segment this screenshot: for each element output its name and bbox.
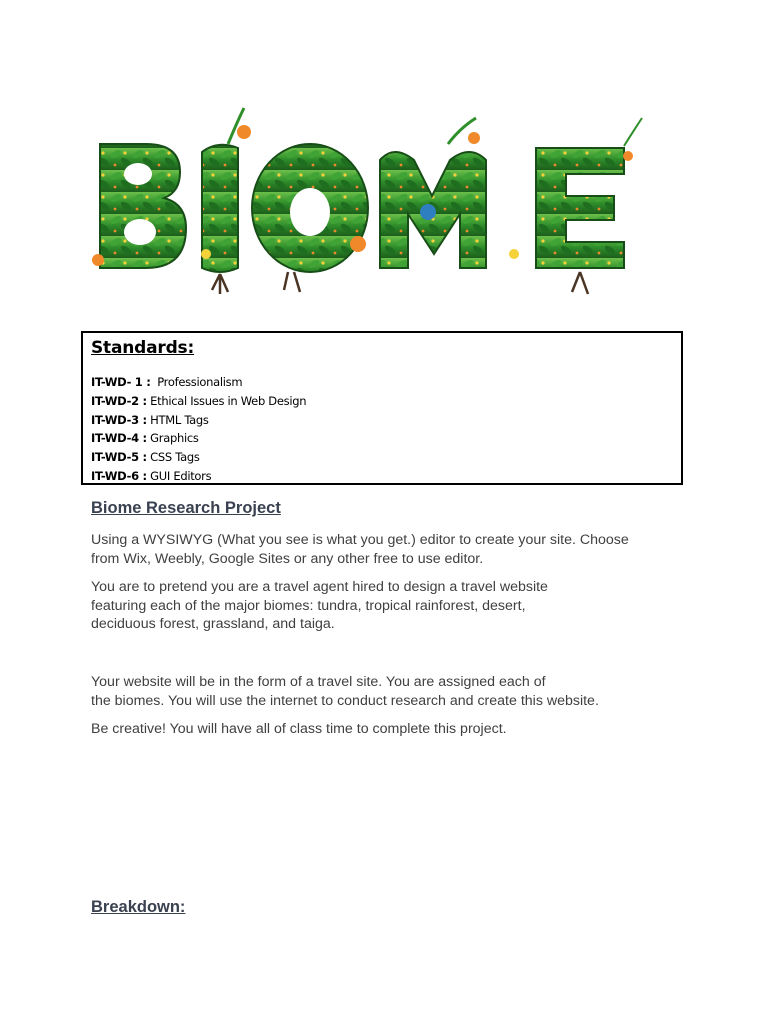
project-paragraph-travel-site [91,673,691,710]
standard-item [91,448,306,467]
standard-description: CSS Tags [150,450,200,465]
paragraph-line: the biomes. You will use the internet to conduct research and create this website. [91,692,599,709]
flower-decoration [509,249,519,259]
letter-m-shape [380,118,486,268]
letter-i-shape [202,108,251,294]
paragraph-line: from Wix, Weebly, Google Sites or any other free to use editor. [91,550,484,567]
paragraph-line: Your website will be in the form of a travel site. You are assigned each of [91,674,546,690]
standard-item [91,411,306,430]
standard-description: GUI Editors [150,468,212,483]
standard-description: HTML Tags [150,412,209,427]
biome-banner-image [88,104,648,300]
standard-item [91,467,306,486]
letter-o-shape [252,144,368,292]
project-title: Biome Research Project [91,499,281,517]
standard-item [91,429,306,448]
standard-item [91,392,306,411]
standard-code: IT-WD- 1 : [91,375,151,389]
standards-heading: Standards: [91,338,195,358]
standard-code: IT-WD-2 : [91,393,147,408]
standards-box [81,331,683,485]
paragraph-line: Be creative! You will have all of class time to complete this project. [91,721,507,737]
standard-code: IT-WD-4 : [91,431,147,446]
paragraph-line: Using a WYSIWYG (What you see is what you get.) editor to create your site. Choose [91,532,629,548]
letter-e-shape [536,118,642,294]
standard-description: Graphics [150,431,199,446]
paragraph-line: You are to pretend you are a travel agent hired to design a travel website [91,579,548,595]
paragraph-line: deciduous forest, grassland, and taiga. [91,616,335,633]
project-paragraph-travel-agent [91,578,691,634]
standard-description: Ethical Issues in Web Design [150,393,307,408]
standards-list [91,373,306,486]
breakdown-title: Breakdown: [91,898,186,916]
project-paragraph-editor [91,531,691,568]
standard-item [91,373,306,392]
standard-code: IT-WD-3 : [91,412,147,427]
flower-decoration [92,254,104,266]
biome-banner-illustration [88,104,648,300]
standard-code: IT-WD-5 : [91,450,147,465]
standard-code: IT-WD-6 : [91,468,147,483]
flower-decoration [201,249,211,259]
paragraph-line: featuring each of the major biomes: tundra, tropical rainforest, desert, [91,597,526,614]
letter-b-shape [100,144,186,268]
standard-description: Professionalism [157,375,243,389]
project-paragraph-be-creative [91,720,691,739]
